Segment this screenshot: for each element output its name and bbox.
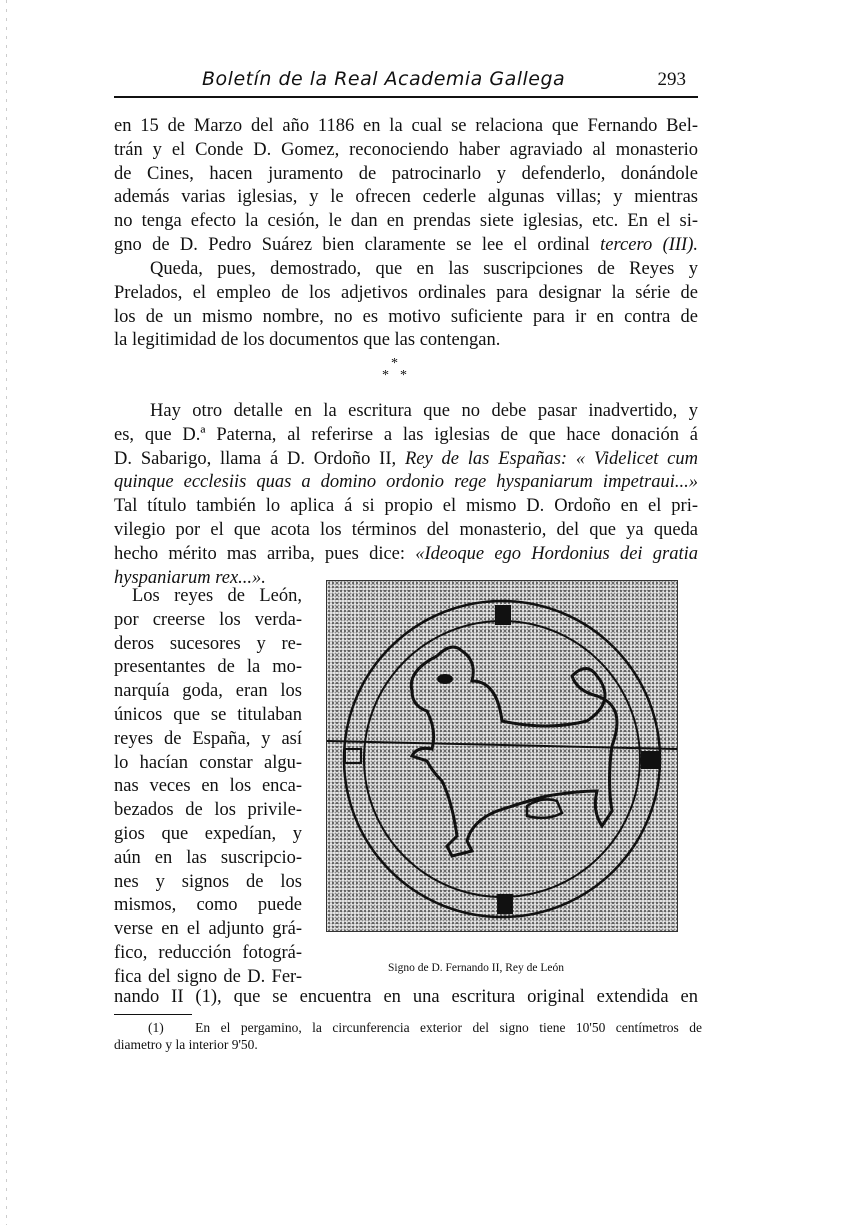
footnote-rule <box>114 1014 192 1015</box>
footnote-line: diametro y la interior 9'50. <box>114 1037 258 1052</box>
royal-seal-image <box>326 580 678 932</box>
paragraph-4-continuation <box>114 986 698 1010</box>
text-line: nando II (1), que se encuentra en una escritura original extendida en <box>114 987 698 1007</box>
asterisk: * <box>391 356 398 371</box>
text-line <box>114 543 698 567</box>
text-line: deros sucesores y re- <box>114 633 302 654</box>
text-line: Los reyes de León, <box>132 586 302 606</box>
text-line: presentantes de la mo- <box>114 657 302 678</box>
footnote-line <box>114 1019 702 1036</box>
header-rule <box>114 96 698 98</box>
text-line: bezados de los privile- <box>114 800 302 821</box>
text-line: por creerse los verda- <box>114 609 302 630</box>
paragraph-3 <box>114 400 698 590</box>
asterisk: * <box>400 368 407 383</box>
text-span: gno de D. Pedro Suárez bien claramente se lee el ordinal <box>114 234 590 255</box>
text-line: los de un mismo nombre, no es motivo suficiente para ir en contra de <box>114 306 698 327</box>
text-line: fica del signo de D. Fer- <box>114 966 302 987</box>
latin-quote: Rey de las Españas: « Videlicet cum <box>404 448 699 469</box>
paragraph-1 <box>114 115 698 258</box>
text-line: aún en las suscripcio- <box>114 847 302 868</box>
text-line: trán y el Conde D. Gomez, reconociendo haber agraviado al monasterio <box>114 139 698 160</box>
running-header <box>114 64 698 98</box>
text-line: fico, reducción fotográ- <box>114 942 302 963</box>
text-line <box>114 234 698 258</box>
text-line: verse en el adjunto grá- <box>114 919 302 940</box>
latin-quote: hyspaniarum rex...». <box>114 567 266 588</box>
text-line: Queda, pues, demostrado, que en las suscripciones de Reyes y <box>150 259 698 279</box>
section-break-asterism <box>378 356 418 386</box>
paragraph-4-column <box>114 585 302 990</box>
figure-caption: Signo de D. Fernando II, Rey de León <box>388 962 564 974</box>
lion-seal-icon <box>327 581 677 931</box>
text-span: En el pergamino, la circunferencia exterior del signo tiene 10'50 centímetros de <box>195 1020 702 1035</box>
text-line: en 15 de Marzo del año 1186 en la cual se relaciona que Fernando Bel- <box>114 116 698 136</box>
text-line: Tal título también lo aplica á si propio el mismo D. Ordoño en el pri- <box>114 496 698 517</box>
text-line: vilegio por el que acota los términos del monasterio, del que ya queda <box>114 519 698 540</box>
text-line: reyes de España, y así <box>114 728 302 749</box>
text-line: nas veces en los enca- <box>114 776 302 797</box>
text-line: mismos, como puede <box>114 895 302 916</box>
text-span: D. Sabarigo, llama á D. Ordoño II, <box>114 448 397 469</box>
text-line: lo hacían constar algu- <box>114 752 302 773</box>
asterisk: * <box>382 368 389 383</box>
text-line: gios que expedían, y <box>114 823 302 844</box>
text-line: de Cines, hacen juramento de patrocinarlo y defenderlo, donándole <box>114 163 698 184</box>
page-number: 293 <box>657 69 686 90</box>
text-line: Hay otro detalle en la escritura que no debe pasar inadvertido, y <box>150 401 698 421</box>
text-span: hecho mérito mas arriba, pues dice: <box>114 543 406 564</box>
text-line: nes y signos de los <box>114 871 302 892</box>
text-line: además varias iglesias, y le ofrecen cederle algunas villas; y mientras <box>114 187 698 208</box>
text-line <box>114 448 698 472</box>
footnote-marker: (1) <box>148 1020 164 1035</box>
text-line <box>114 471 698 495</box>
journal-title: Boletín de la Real Academia Gallega <box>202 68 566 90</box>
italic-ordinal: tercero (III). <box>600 234 698 255</box>
latin-quote: quinque ecclesiis quas a domino ordonio rege hyspaniarum impetraui...» <box>114 472 698 493</box>
text-line: la legitimidad de los documentos que las contengan. <box>114 330 501 351</box>
text-line: únicos que se titulaban <box>114 704 302 725</box>
text-line: no tenga efecto la cesión, le dan en prendas siete iglesias, etc. En el si- <box>114 211 698 232</box>
paragraph-2 <box>114 258 698 353</box>
text-line: Prelados, el empleo de los adjetivos ordinales para designar la série de <box>114 282 698 303</box>
text-line: es, que D.ª Paterna, al referirse a las iglesias de que hace donación á <box>114 424 698 445</box>
latin-quote: «Ideoque ego Hordonius dei gratia <box>415 543 699 564</box>
page-edge-mark <box>6 0 7 1225</box>
footnote <box>114 1019 702 1053</box>
text-line: narquía goda, eran los <box>114 681 302 702</box>
